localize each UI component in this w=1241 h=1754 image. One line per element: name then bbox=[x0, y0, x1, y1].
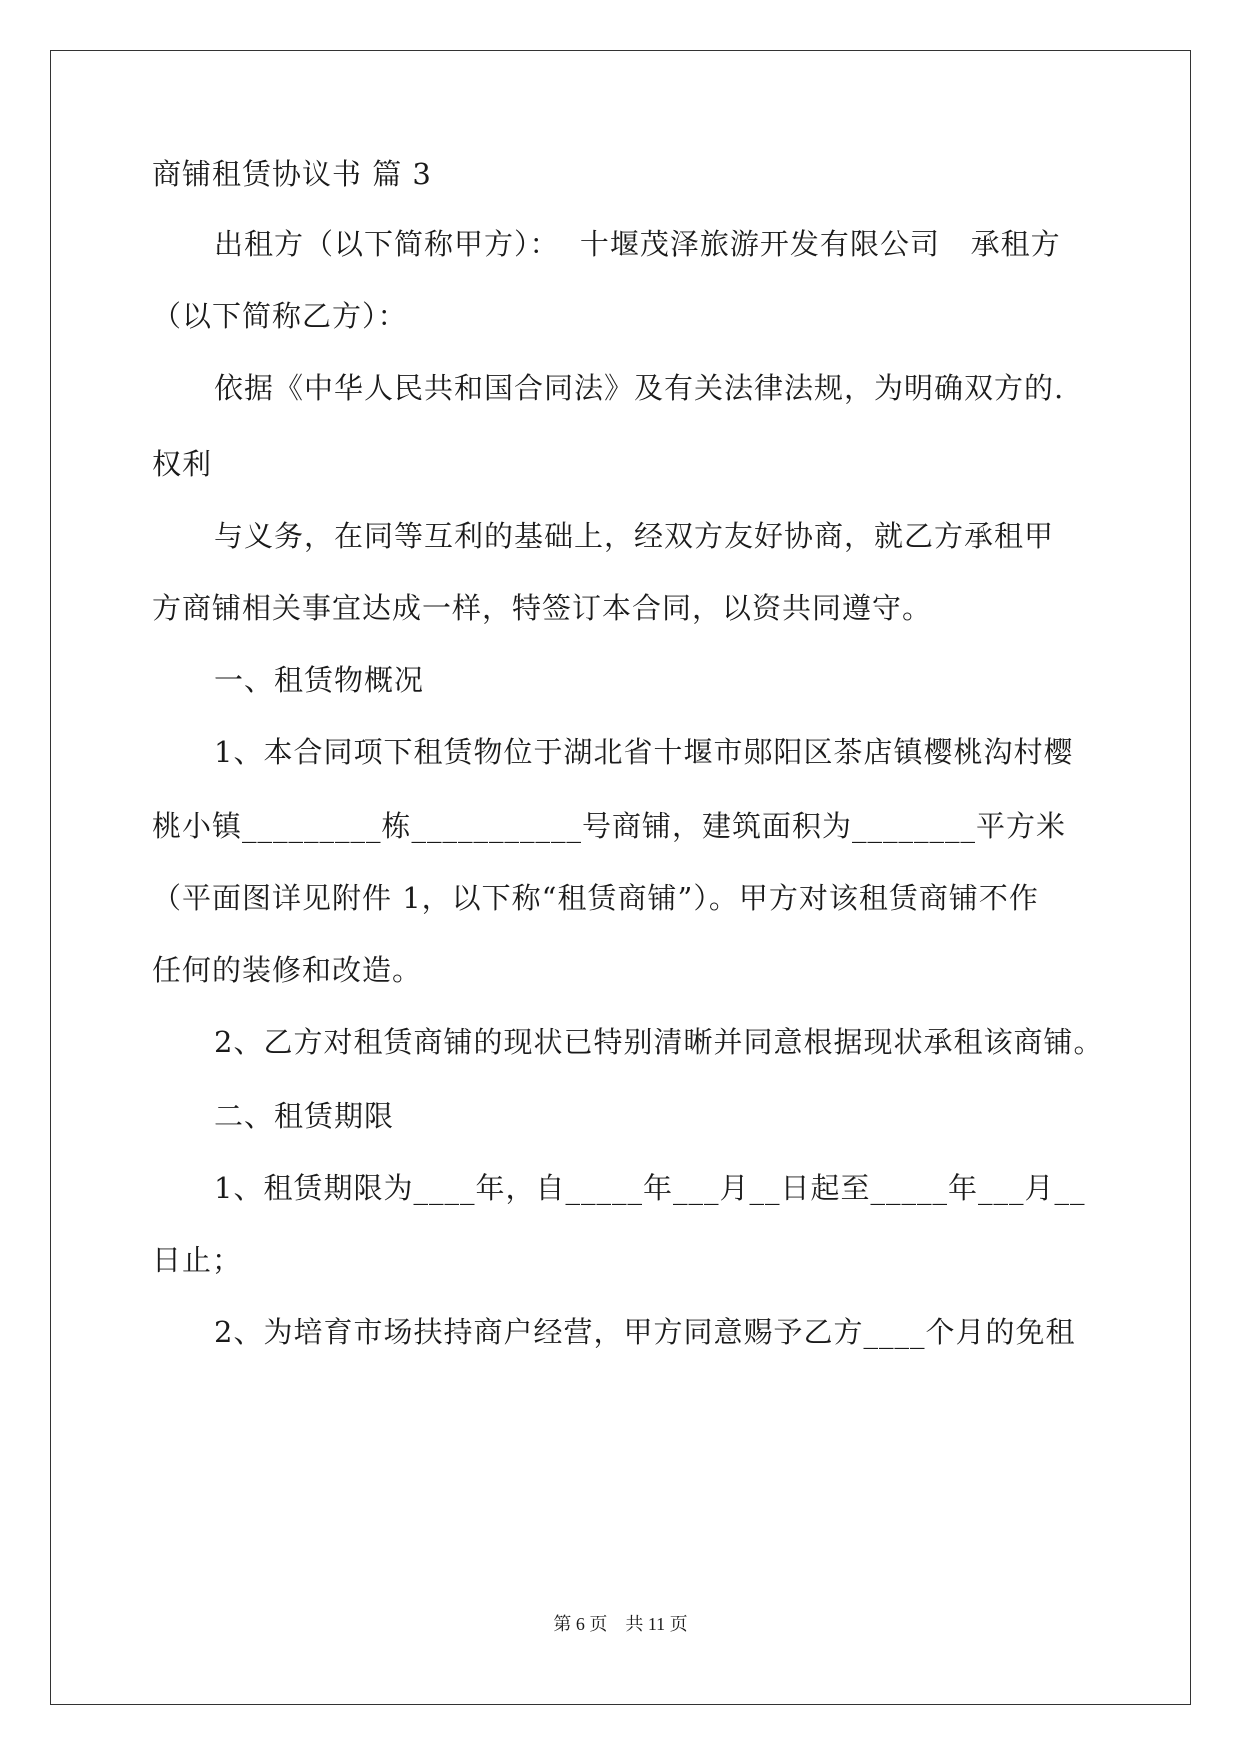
section-heading: 二、租赁期限 bbox=[214, 1099, 395, 1133]
paragraph-line: 方商铺相关事宜达成一样，特签订本合同，以资共同遵守。 bbox=[152, 591, 933, 625]
document-heading: 商铺租赁协议书 篇 3 bbox=[152, 157, 432, 191]
paragraph-line: 1、本合同项下租赁物位于湖北省十堰市郧阳区茶店镇樱桃沟村樱 bbox=[214, 735, 1074, 769]
paragraph-line: 任何的装修和改造。 bbox=[152, 953, 423, 987]
paragraph-line: 依据《中华人民共和国合同法》及有关法律法规，为明确双方的. bbox=[214, 371, 1065, 405]
section-heading: 一、租赁物概况 bbox=[214, 663, 425, 697]
paragraph-line: 2、为培育市场扶持商户经营，甲方同意赐予乙方____个月的免租 bbox=[214, 1315, 1076, 1349]
paragraph-line: 权利 bbox=[152, 447, 213, 481]
paragraph-line: 桃小镇_________栋___________号商铺，建筑面积为________平方米 bbox=[152, 809, 1067, 843]
paragraph-line: （以下简称乙方）： bbox=[152, 299, 408, 333]
paragraph-line: 与义务，在同等互利的基础上，经双方友好协商，就乙方承租甲 bbox=[214, 519, 1055, 553]
paragraph-line: 1、租赁期限为____年，自_____年___月__日起至_____年___月__ bbox=[214, 1171, 1086, 1205]
page-number-footer: 第 6 页 共 11 页 bbox=[553, 1614, 688, 1634]
paragraph-line: （平面图详见附件 1，以下称“租赁商铺”）。甲方对该租赁商铺不作 bbox=[152, 881, 1039, 915]
paragraph-line: 出租方（以下简称甲方）： 十堰茂泽旅游开发有限公司 承租方 bbox=[214, 227, 1061, 261]
paragraph-line: 日止； bbox=[152, 1243, 243, 1277]
paragraph-line: 2、乙方对租赁商铺的现状已特别清晰并同意根据现状承租该商铺。 bbox=[214, 1025, 1104, 1059]
